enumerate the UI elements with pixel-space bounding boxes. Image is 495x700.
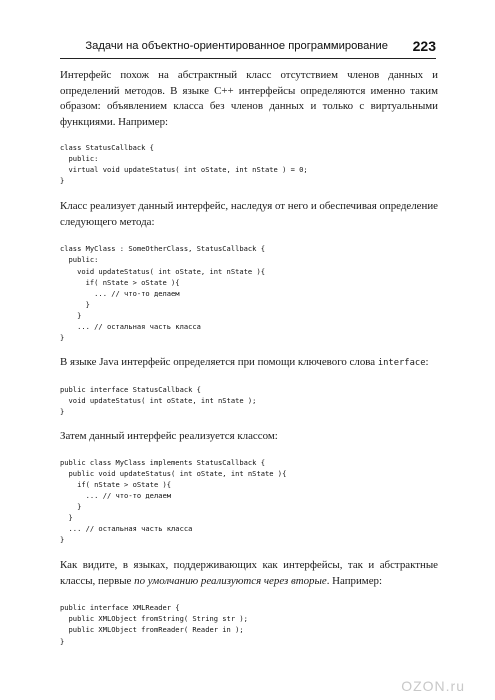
java-text-after: : (425, 356, 429, 369)
keyword-interface: interface (377, 358, 426, 369)
abstract-text-after: . Например: (326, 574, 383, 587)
ozon-watermark: OZON.ru (401, 678, 465, 694)
page-number: 223 (412, 38, 436, 54)
paragraph-class-implements: Класс реализует данный интерфейс, наследуя от него и обеспечивая определение следующего метода: (60, 200, 438, 228)
running-header (60, 38, 436, 59)
code-block-java-interface: public interface StatusCallback { void updateStatus( int oState, int nState ); } (60, 384, 257, 416)
paragraph-java-interface (60, 355, 438, 372)
emphasis-default-implementation: по умолчанию реализуются через вторые (134, 574, 327, 587)
code-block-java-class: public class MyClass implements StatusCallback { public void updateStatus( int oState, int nState ){ if( nState > oState ){ ... // что-то делаем } } ... // остальная часть класса } (60, 457, 287, 545)
code-block-xml-reader: public interface XMLReader { public XMLObject fromString( String str ); public XMLObject fromReader( Reader in ); } (60, 603, 248, 646)
paragraph-class-implementation: Затем данный интерфейс реализуется классом: (60, 430, 278, 442)
paragraph-abstract-classes (60, 558, 438, 589)
paragraph-interface-intro: Интерфейс похож на абстрактный класс отсутствием членов данных и определений методов. В языке C++ интерфейсы определяются именно таким образом: объявлением класса без членов данных и только с виртуальными функциями. Например: (60, 69, 438, 128)
code-block-cpp-class: class MyClass : SomeOtherClass, StatusCallback { public: void updateStatus( int oState, int nState ){ if( nState > oState ){ ... // что-то делаем } } ... // остальная часть класса } (60, 244, 265, 343)
java-text-before: В языке Java интерфейс определяется при помощи ключевого слова (60, 356, 378, 369)
header-title: Задачи на объектно-ориентированное программирование (85, 40, 388, 52)
abstract-text-before: Как видите, в языках, поддерживающих как интерфейсы, так и абстрактные классы, первые (60, 559, 438, 587)
page-content (60, 64, 438, 647)
code-block-cpp-interface: class StatusCallback { public: virtual void updateStatus( int oState, int nState ) = 0; } (60, 143, 308, 186)
